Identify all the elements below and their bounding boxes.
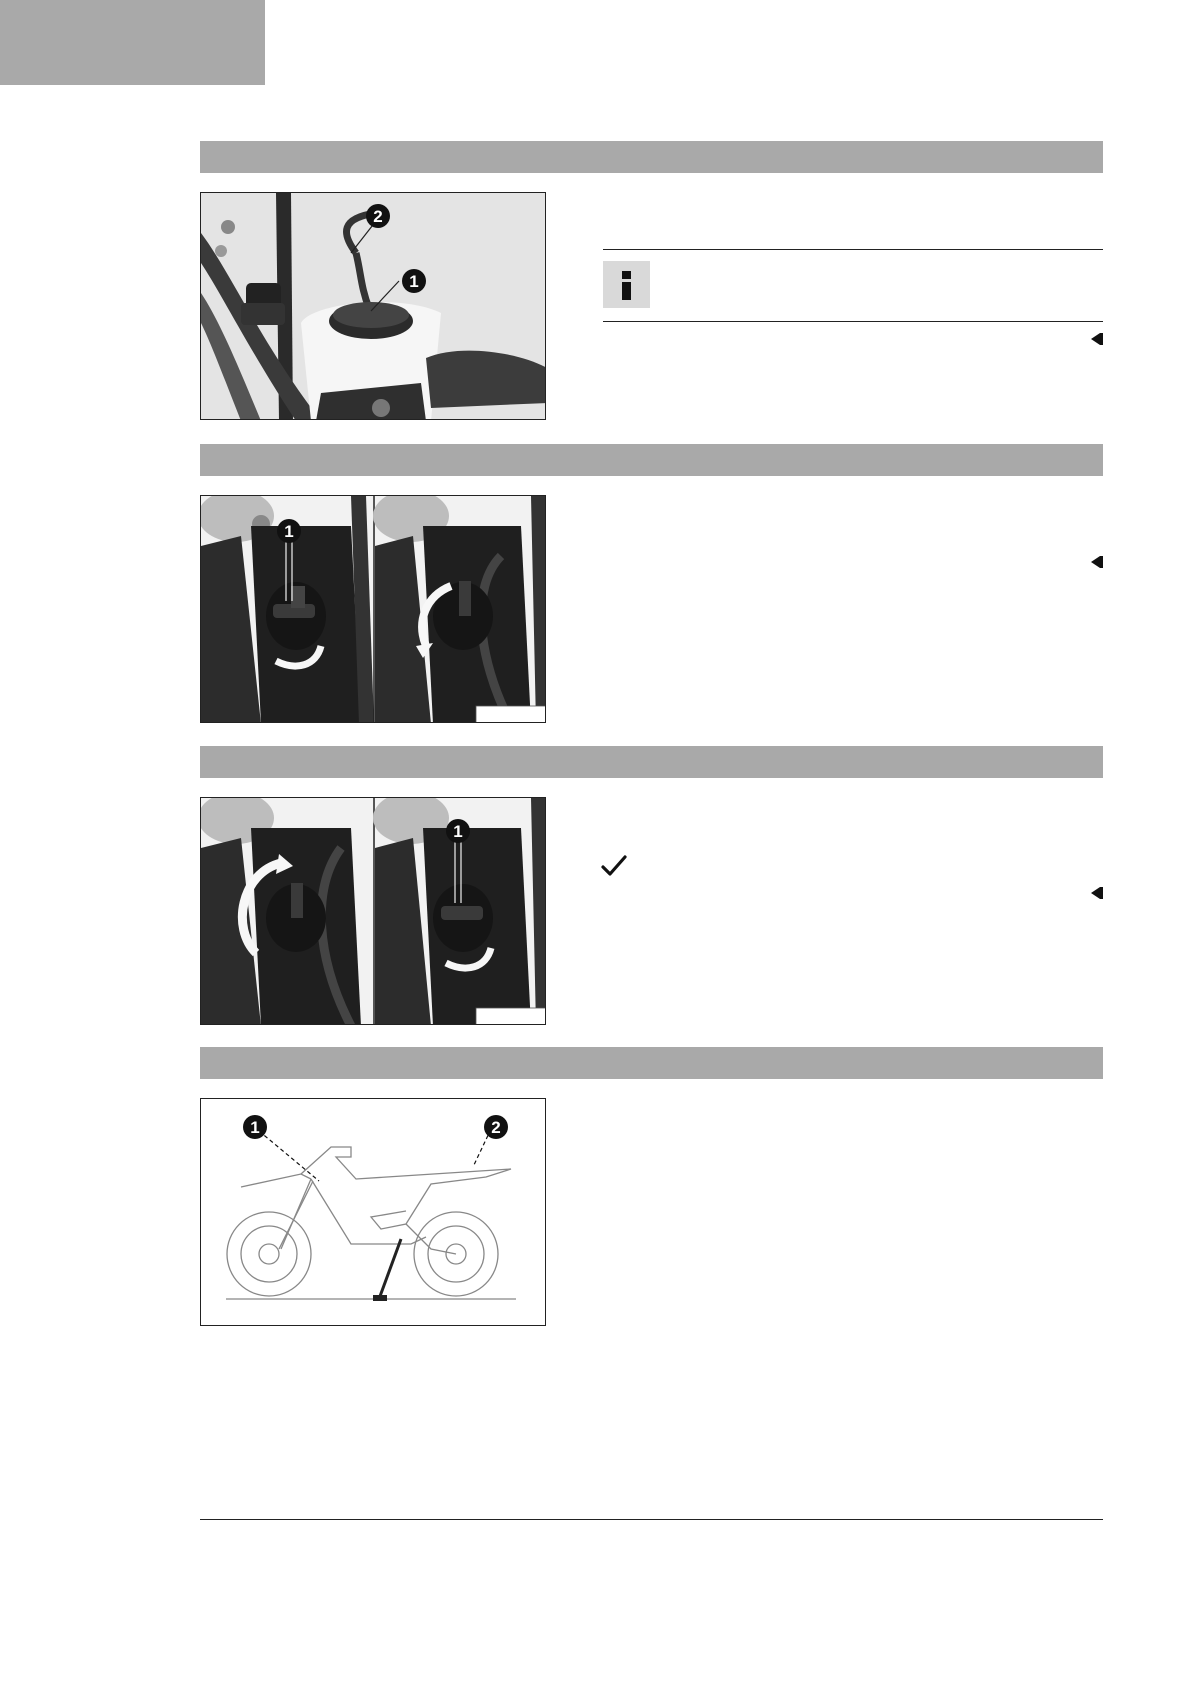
fuel-tap-open-left-panel	[201, 496, 374, 723]
section-header-bar-2	[200, 444, 1103, 476]
checkmark-icon	[600, 854, 628, 878]
info-note-block	[603, 249, 1103, 322]
fuel-tank-breather-hose-photo	[200, 192, 546, 420]
info-icon	[603, 261, 650, 308]
chapter-tab	[0, 0, 265, 85]
fuel-tap-close-right-panel	[373, 798, 546, 1025]
fuel-tap-open-photo	[200, 495, 546, 723]
footer-rule	[200, 1519, 1103, 1520]
callout-label: 1	[250, 1118, 260, 1137]
section-header-bar-4	[200, 1047, 1103, 1079]
end-of-step-marker	[1091, 887, 1100, 899]
callout-label: 1	[409, 272, 419, 291]
callout-label: 1	[453, 822, 463, 841]
section-header-bar-1	[200, 141, 1103, 173]
callout-label: 1	[284, 522, 294, 541]
motorcycle-side-diagram	[200, 1098, 546, 1326]
fuel-tap-close-left-panel	[201, 798, 374, 1025]
end-of-step-marker	[1091, 333, 1100, 345]
end-of-step-marker	[1091, 556, 1100, 568]
fuel-tap-close-photo	[200, 797, 546, 1025]
callout-label: 2	[491, 1118, 501, 1137]
fuel-tap-open-right-panel	[373, 496, 546, 723]
callout-label: 2	[373, 207, 383, 226]
section-header-bar-3	[200, 746, 1103, 778]
